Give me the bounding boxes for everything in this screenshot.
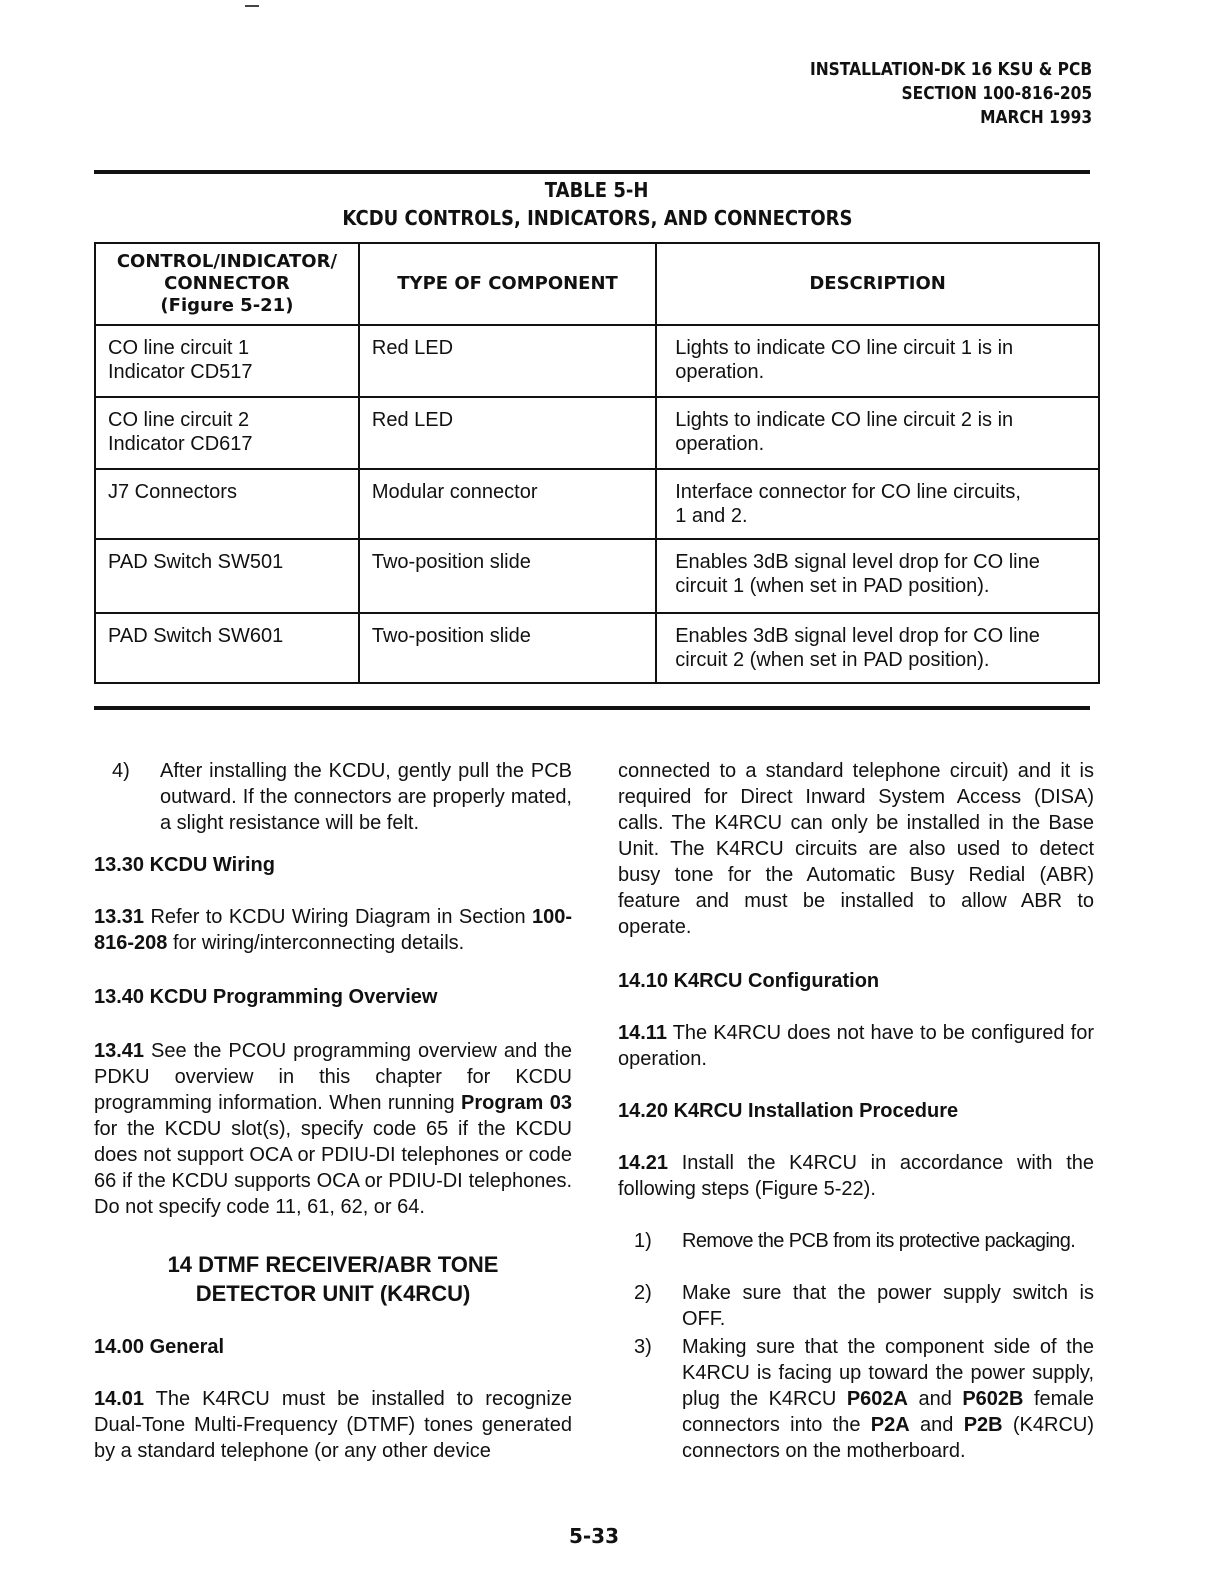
heading-14-00: 14.00 General — [94, 1336, 225, 1358]
table-number: TABLE 5-H — [545, 178, 649, 202]
header-description: DESCRIPTION — [656, 243, 1099, 325]
table-row: CO line circuit 1 Indicator CD517 Red LED Lights to indicate CO line circuit 1 is in operation. — [95, 325, 1099, 397]
bottom-rule — [94, 706, 1090, 710]
list-item: 4) After installing the KCDU, gently pull the PCB outward. If the connectors are properly mated, a slight resistance will be felt. — [112, 760, 572, 834]
paragraph-14-01: 14.01 The K4RCU must be installed to recognize Dual-Tone Multi-Frequency (DTMF) tones generated by a standard telephone (or any other device — [94, 1388, 572, 1462]
header-section: SECTION 100-816-205 — [901, 83, 1092, 104]
table-row: PAD Switch SW501 Two-position slide Enables 3dB signal level drop for CO line circuit 1 (when set in PAD position). — [95, 539, 1099, 613]
paragraph-13-31: 13.31 Refer to KCDU Wiring Diagram in Section 100-816-208 for wiring/interconnecting details. — [94, 906, 572, 954]
list-item: 2) Make sure that the power supply switch is OFF. — [634, 1282, 1094, 1330]
table-title: KCDU CONTROLS, INDICATORS, AND CONNECTORS — [341, 206, 853, 230]
table-row: PAD Switch SW601 Two-position slide Enables 3dB signal level drop for CO line circuit 2 (when set in PAD position). — [95, 613, 1099, 683]
table-row: CO line circuit 2 Indicator CD617 Red LED Lights to indicate CO line circuit 2 is in operation. — [95, 397, 1099, 469]
paragraph-14-11: 14.11 The K4RCU does not have to be configured for operation. — [618, 1022, 1094, 1070]
scan-mark — [245, 5, 259, 7]
paragraph-continued: connected to a standard telephone circuit) and it is required for Direct Inward System Access (DISA) calls. The K4RCU can only be installed in the Base Unit. The K4RCU circuits are also used to detect busy tone for the Automatic Busy Redial (ABR) feature and must be installed to allow ABR to operate. — [618, 760, 1094, 938]
header-type: TYPE OF COMPONENT — [359, 243, 656, 325]
top-rule — [94, 170, 1090, 174]
list-item: 1) Remove the PCB from its protective packaging. — [634, 1230, 1076, 1252]
heading-13-30: 13.30 KCDU Wiring — [94, 854, 275, 876]
table-row: J7 Connectors Modular connector Interface connector for CO line circuits, 1 and 2. — [95, 469, 1099, 539]
paragraph-13-41: 13.41 See the PCOU programming overview and the PDKU overview in this chapter for KCDU programming information. When running Program 03 for the KCDU slot(s), specify code 65 if the KCDU does not support OCA or PDIU-DI telephones or code 66 if the KCDU supports OCA or PDIU-DI telephones. Do not specify code 11, 61, 62, or 64. — [94, 1040, 572, 1218]
heading-14-10: 14.10 K4RCU Configuration — [618, 970, 880, 992]
heading-section-14: 14 DTMF RECEIVER/ABR TONE DETECTOR UNIT (K4RCU) — [167, 1252, 499, 1306]
heading-13-40: 13.40 KCDU Programming Overview — [94, 986, 438, 1008]
header-control: CONTROL/INDICATOR/ CONNECTOR (Figure 5-21) — [95, 243, 359, 325]
header-title: INSTALLATION-DK 16 KSU & PCB — [809, 59, 1092, 80]
page-header — [810, 58, 1092, 130]
header-date: MARCH 1993 — [979, 107, 1092, 128]
page-number: 5-33 — [568, 1524, 620, 1548]
left-column — [94, 758, 572, 1464]
kcdu-table — [94, 242, 1100, 684]
heading-14-20: 14.20 K4RCU Installation Procedure — [618, 1100, 959, 1122]
table-header-row — [95, 243, 1099, 325]
paragraph-14-21: 14.21 Install the K4RCU in accordance with the following steps (Figure 5-22). — [618, 1152, 1094, 1200]
right-column — [618, 758, 1094, 1464]
list-item: 3) Making sure that the component side of the K4RCU is facing up toward the power supply, plug the K4RCU P602A and P602B female connectors into the P2A and P2B (K4RCU) connectors on the motherboard. — [634, 1336, 1095, 1462]
